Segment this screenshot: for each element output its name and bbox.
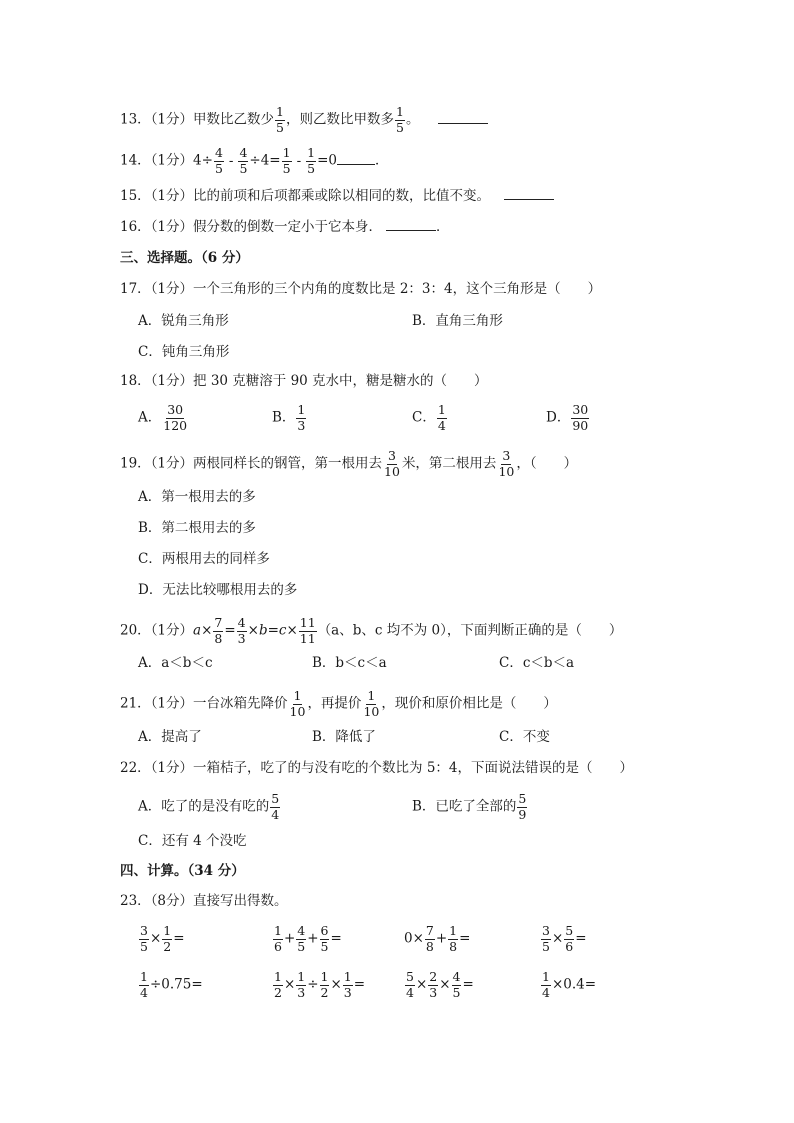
expr: - [296,152,302,169]
option-c[interactable]: C．两根用去的同样多 [138,551,270,567]
question-14 [120,147,389,175]
question-text: 把 30 克糖溶于 90 克水中，糖是糖水的（ ） [193,373,488,389]
answer-blank[interactable] [337,150,375,165]
score: （1分） [150,455,194,472]
question-text: 直接写出得数。 [193,893,288,909]
calc-item: $\frac{3}{5}$ × $\frac{5}{6}$ = [542,923,587,954]
score: （1分） [150,219,194,235]
score: （1分） [150,695,194,712]
expr: - [228,152,234,169]
fraction: $\frac{1}{5}$ [276,104,284,135]
answer-blank[interactable] [438,109,488,124]
answer-blank[interactable] [504,185,554,200]
option-b[interactable]: B．已吃了全部的 $\frac{5}{9}$ [412,791,527,822]
question-21 [120,690,557,718]
question-text: （a、b、c 均不为 0），下面判断正确的是（ ） [317,622,623,639]
question-text: ，再提价 [307,695,362,712]
option-c[interactable]: C． $\frac{1}{4}$ [412,402,446,433]
expr: = [267,622,279,639]
score: （1分） [150,373,194,389]
variable: c [278,622,287,639]
option-b[interactable]: B．降低了 [312,729,376,745]
fraction: $\frac{3}{10}$ [498,448,515,479]
fraction: $\frac{30}{90}$ [572,402,589,433]
option-c[interactable]: C．c＜b＜a [499,655,575,671]
question-number: 18． [120,373,151,389]
option-a[interactable]: A．提高了 [138,729,202,745]
score: （1分） [150,111,194,128]
option-b[interactable]: B．b＜c＜a [312,655,387,671]
calc-item: $\frac{1}{4}$ ÷0.75= [140,969,203,1000]
fraction: $\frac{1}{10}$ [289,688,306,719]
calc-item: $\frac{5}{4}$ × $\frac{2}{3}$ × $\frac{4}{5}$ = [406,969,474,1000]
question-text: 两根同样长的钢管，第一根用去 [193,455,383,472]
variable: a [193,622,202,639]
question-text: 甲数比乙数少 [193,111,275,128]
question-number: 13． [120,111,151,128]
option-b[interactable]: B． $\frac{1}{3}$ [272,402,306,433]
option-a[interactable]: A．第一根用去的多 [138,489,256,505]
question-19 [120,450,577,478]
question-text: 一台冰箱先降价 [193,695,288,712]
fraction: $\frac{3}{10}$ [384,448,400,479]
score: （1分） [150,188,194,204]
calc-item: $\frac{1}{4}$ ×0.4= [542,969,597,1000]
expr: ÷ [201,152,213,169]
fraction: $\frac{4}{3}$ [237,615,246,646]
expr: ． [375,152,389,169]
expr: 4 [193,152,202,169]
question-17 [120,279,601,299]
question-text: ，现价和原价相比是（ ） [381,695,557,712]
question-20 [120,617,622,645]
fraction: $\frac{5}{9}$ [518,791,527,822]
calc-item: $\frac{1}{2}$ × $\frac{1}{3}$ ÷ $\frac{1}{2}$ × $\frac{1}{3}$ = [274,969,366,1000]
question-number: 16． [120,219,151,235]
score: （1分） [150,760,194,776]
question-text: 比的前项和后项都乘或除以相同的数，比值不变。 [193,188,491,204]
question-number: 22． [120,760,151,776]
expr: ÷4= [249,152,281,169]
question-text: 一个三角形的三个内角的度数比是 2：3：4，这个三角形是（ ） [193,281,602,297]
question-number: 17． [120,281,151,297]
answer-blank[interactable] [386,216,436,231]
score: （1分） [150,152,194,169]
score: （1分） [150,281,194,297]
question-text: 一箱桔子，吃了的与没有吃的个数比为 5：4，下面说法错误的是（ ） [193,760,633,776]
fraction: $\frac{11}{11}$ [299,615,316,646]
question-number: 20． [120,622,151,639]
section-heading-3: 三、选择题。（6 分） [120,250,249,266]
option-c[interactable]: C．不变 [499,729,550,745]
expr: × [201,622,213,639]
score: （8分） [150,893,194,909]
question-text: 米，第二根用去 [401,455,497,472]
option-c[interactable]: C．还有 4 个没吃 [138,833,247,849]
fraction: $\frac{4}{5}$ [239,145,248,176]
question-22 [120,758,633,778]
fraction: $\frac{4}{5}$ [214,145,223,176]
question-text: ． [436,219,450,235]
question-number: 21． [120,695,151,712]
option-a[interactable]: A．a＜b＜c [138,655,213,671]
calc-item: 0× $\frac{7}{8}$ + $\frac{1}{8}$ = [404,923,471,954]
fraction: $\frac{5}{4}$ [271,791,280,822]
question-number: 15． [120,188,151,204]
section-heading-4: 四、计算。（34 分） [120,863,245,879]
question-number: 14． [120,152,151,169]
expr: × [247,622,259,639]
question-16 [120,216,450,237]
fraction: $\frac{30}{120}$ [163,402,188,433]
option-a[interactable]: A．吃了的是没有吃的 $\frac{5}{4}$ [138,791,280,822]
expr: × [286,622,298,639]
option-b[interactable]: B．直角三角形 [412,313,503,329]
fraction: $\frac{1}{5}$ [282,145,291,176]
question-15 [120,185,554,206]
question-13 [120,106,488,134]
option-c[interactable]: C．钝角三角形 [138,344,230,360]
question-text: 。 [405,111,420,128]
question-text: ，则乙数比甲数多 [285,111,394,128]
question-text: ，（ ） [516,455,578,472]
fraction: $\frac{1}{5}$ [395,104,404,135]
question-23 [120,891,288,911]
expr: =0 [317,152,337,169]
option-d[interactable]: D． $\frac{30}{90}$ [546,402,589,433]
option-a[interactable]: A．锐角三角形 [138,313,229,329]
fraction: $\frac{1}{3}$ [297,402,306,433]
variable: b [258,622,268,639]
score: （1分） [150,622,194,639]
option-d[interactable]: D．无法比较哪根用去的多 [138,582,298,598]
question-number: 23． [120,893,151,909]
option-b[interactable]: B．第二根用去的多 [138,520,256,536]
question-text: 假分数的倒数一定小于它本身． [193,219,383,235]
question-number: 19． [120,455,151,472]
fraction: $\frac{1}{10}$ [363,688,380,719]
calc-item: $\frac{1}{6}$ + $\frac{4}{5}$ + $\frac{6}{5}$ = [274,923,342,954]
fraction: $\frac{1}{5}$ [307,145,316,176]
calc-item: $\frac{3}{5}$ × $\frac{1}{2}$ = [140,923,185,954]
question-18 [120,371,488,391]
fraction: $\frac{1}{4}$ [437,402,446,433]
option-a[interactable]: A． $\frac{30}{120}$ [138,402,188,433]
fraction: $\frac{7}{8}$ [214,615,223,646]
expr: = [224,622,236,639]
